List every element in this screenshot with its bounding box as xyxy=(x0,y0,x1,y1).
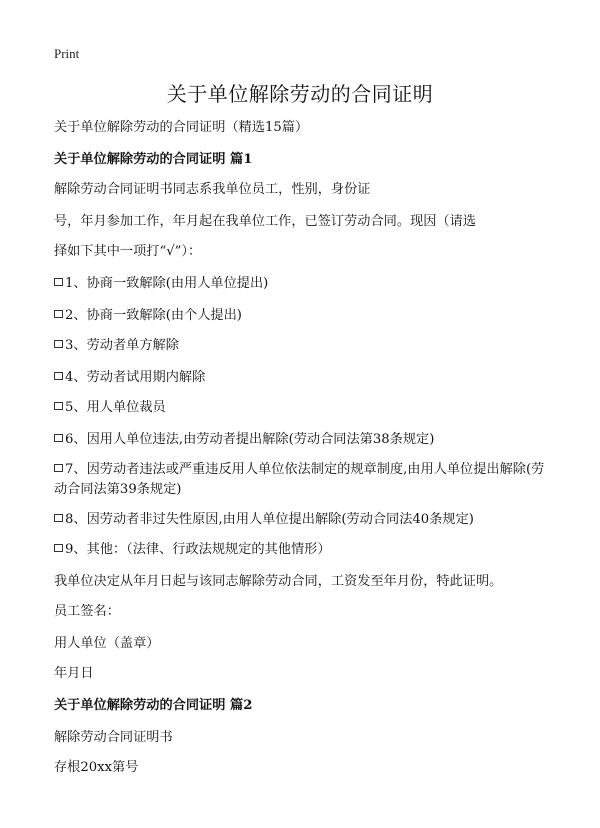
section-heading-1: 关于单位解除劳动的合同证明 篇1 xyxy=(54,152,253,167)
option-text: 3、劳动者单方解除 xyxy=(65,338,179,353)
checkbox-icon xyxy=(54,464,63,472)
option-item-1 xyxy=(54,274,268,294)
checkbox-icon xyxy=(54,278,63,286)
option-text: 4、劳动者试用期内解除 xyxy=(65,370,206,385)
option-item-6 xyxy=(54,430,434,450)
option-item-2 xyxy=(54,306,242,326)
date-label: 年月日 xyxy=(54,666,94,681)
option-text: 9、其他：（法律、行政法规规定的其他情形） xyxy=(65,542,331,557)
article-subtitle: 关于单位解除劳动的合同证明（精选15篇） xyxy=(54,120,309,135)
paragraph-line: 解除劳动合同证明书 xyxy=(54,730,173,745)
section-heading-2: 关于单位解除劳动的合同证明 篇2 xyxy=(54,698,253,713)
option-text: 5、用人单位裁员 xyxy=(65,400,166,415)
checkbox-icon xyxy=(54,310,63,318)
option-item-8 xyxy=(54,510,474,530)
signature-label: 员工签名： xyxy=(54,604,120,619)
option-item-4 xyxy=(54,368,205,388)
paragraph-line: 我单位决定从年月日起与该同志解除劳动合同，工资发至年月份，特此证明。 xyxy=(54,574,503,589)
checkbox-icon xyxy=(54,402,63,410)
option-text: 1、协商一致解除(由用人单位提出) xyxy=(65,276,269,291)
checkbox-icon xyxy=(54,372,63,380)
option-item-5 xyxy=(54,398,166,418)
paragraph-line: 存根20xx第号 xyxy=(54,760,139,775)
checkbox-icon xyxy=(54,434,63,442)
option-item-3 xyxy=(54,336,179,356)
option-item-7 xyxy=(54,460,550,500)
checkbox-icon xyxy=(54,340,63,348)
employer-seal-label: 用人单位（盖章） xyxy=(54,636,160,651)
checkbox-icon xyxy=(54,514,63,522)
option-text: 7、因劳动者违法或严重违反用人单位依法制定的规章制度,由用人单位提出解除(劳动合同法第39条规定) xyxy=(54,462,545,497)
document-title: 关于单位解除劳动的合同证明 xyxy=(166,82,434,106)
print-link[interactable]: Print xyxy=(54,46,80,61)
option-text: 2、协商一致解除(由个人提出) xyxy=(65,308,242,323)
checkbox-icon xyxy=(54,544,63,552)
option-text: 6、因用人单位违法,由劳动者提出解除(劳动合同法第38条规定) xyxy=(65,432,435,447)
option-text: 8、因劳动者非过失性原因,由用人单位提出解除(劳动合同法40条规定) xyxy=(65,512,474,527)
paragraph-line: 择如下其中一项打“√”）： xyxy=(54,244,202,259)
paragraph-line: 解除劳动合同证明书同志系我单位员工，性别，身份证 xyxy=(54,182,371,197)
paragraph-line: 号，年月参加工作，年月起在我单位工作，已签订劳动合同。现因（请选 xyxy=(54,214,476,229)
option-item-9 xyxy=(54,540,331,560)
